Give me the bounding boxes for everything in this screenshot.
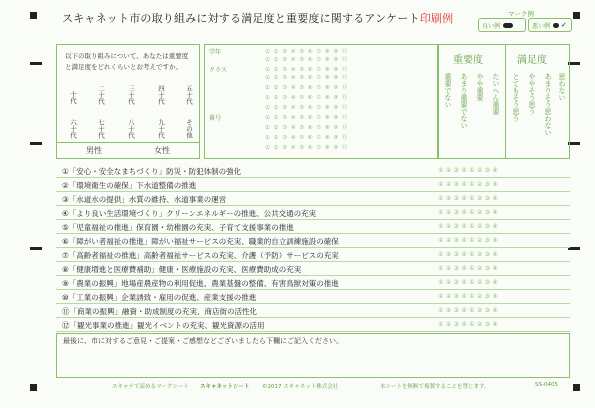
satisfaction-col: とてもそう思う xyxy=(512,73,520,122)
digit-row[interactable]: ①②③④⑤⑥⑦⑧⑨⓪ xyxy=(265,95,351,101)
answer-bubbles[interactable]: ①②③④①②③④ xyxy=(438,237,501,244)
bad-example xyxy=(528,18,572,32)
question-row: ④「より良い生活環境づくり」クリーンエネルギーの推進、公共交通の充実 ①②③④①②③④ xyxy=(56,207,570,220)
age-option[interactable]: 十代 xyxy=(69,91,77,104)
timing-mark-top-right xyxy=(573,12,580,19)
answer-bubbles[interactable]: ①②③④①②③④ xyxy=(438,167,501,174)
question-row: ⑥「障がい者福祉の推進」障がい福祉サービスの充実、職業的自立訓練施設の確保 ①②③④①②③④ xyxy=(56,235,570,248)
age-option[interactable]: 四十代 xyxy=(157,85,165,105)
question-row: ⑧「健康増進と医療費補助」健康・医療施設の充実、医療費助成の充実 ①②③④①②③④ xyxy=(56,263,570,276)
answer-bubbles[interactable]: ①②③④①②③④ xyxy=(438,209,501,216)
importance-col: たいへん重要 xyxy=(492,73,500,115)
check-mark-icon: ✓ xyxy=(561,21,567,29)
rating-header xyxy=(438,44,570,159)
free-comment-prompt: 最後に、市に対するご意見・ご提案・ご感想などございましたら下欄にご記入ください。 xyxy=(63,337,343,345)
footer-code: SS-0405 xyxy=(535,382,558,388)
question-row: ⑩「工業の振興」企業誘致・雇用の促進、産業支援の推進 ①②③④①②③④ xyxy=(56,291,570,304)
partial-mark-icon xyxy=(553,23,559,28)
importance-col: あまり重要でない xyxy=(460,73,468,129)
age-option[interactable]: 六十代 xyxy=(69,119,77,139)
digit-row[interactable]: ①②③④⑤⑥⑦⑧⑨⓪ xyxy=(265,57,351,63)
importance-col: やや重要 xyxy=(476,73,484,101)
answer-bubbles[interactable]: ①②③④①②③④ xyxy=(438,251,501,258)
digit-row[interactable]: ①②③④⑤⑥⑦⑧⑨⓪ xyxy=(265,67,351,73)
bad-example-label: 悪い例 xyxy=(532,22,551,30)
answer-bubbles[interactable]: ①②③④①②③④ xyxy=(438,195,501,202)
importance-col: 重要でない xyxy=(444,73,452,108)
answer-bubbles[interactable]: ①②③④①②③④ xyxy=(438,265,501,272)
age-option[interactable]: その他 xyxy=(185,119,193,139)
grade-label: 学年 xyxy=(209,49,222,56)
footer-left: スキャナで読めるマークシート xyxy=(112,384,190,390)
intro-text: 以下の取り組みについて、あなたは重要度 と満足度をどれくらいとお考えですか。 xyxy=(65,52,189,71)
answer-bubbles[interactable]: ①②③④①②③④ xyxy=(438,293,501,300)
age-option[interactable]: 八十代 xyxy=(127,119,135,139)
question-row: ①「安心・安全なまちづくり」防災・防犯体制の強化 ①②③④①②③④ xyxy=(56,165,570,178)
question-row: ⑦「高齢者福祉の推進」高齢者福祉サービスの充実、介護（予防）サービスの充実 ①②③④①②③④ xyxy=(56,249,570,262)
header-divider xyxy=(505,45,506,158)
digit-row[interactable]: ①②③④⑤⑥⑦⑧⑨⓪ xyxy=(265,145,351,151)
digit-row[interactable]: ①②③④⑤⑥⑦⑧⑨⓪ xyxy=(265,75,351,81)
timing-mark-left-1 xyxy=(30,62,42,65)
print-sample-tag: 印刷例 xyxy=(419,12,454,25)
answer-bubbles[interactable]: ①②③④①②③④ xyxy=(438,307,501,314)
id-grid xyxy=(204,44,438,159)
question-row: ⑪「商業の振興」融資・助成制度の充実、商店街の活性化 ①②③④①②③④ xyxy=(56,305,570,318)
answer-bubbles[interactable]: ①②③④①②③④ xyxy=(438,321,501,328)
mark-example-label: マーク例 xyxy=(508,10,534,18)
digit-row[interactable]: ①②③④⑤⑥⑦⑧⑨⓪ xyxy=(265,105,351,111)
question-row: ③「水道水の提供」水質の維持、水道事業の運営 ①②③④①②③④ xyxy=(56,193,570,206)
age-option[interactable]: 五十代 xyxy=(185,85,193,105)
question-row: ⑫「観光事業の推進」観光イベントの充実、観光資源の活用 ①②③④①②③④ xyxy=(56,319,570,332)
satisfaction-col: ややそう思う xyxy=(528,73,536,115)
timing-mark-top-left xyxy=(30,12,37,19)
gender-male[interactable]: 男性 xyxy=(86,146,102,155)
page-title xyxy=(62,10,453,26)
timing-mark-bottom-right xyxy=(573,384,580,391)
digit-row[interactable]: ①②③④⑤⑥⑦⑧⑨⓪ xyxy=(265,135,351,141)
class-label: クラス xyxy=(209,67,227,74)
age-option[interactable]: 七十代 xyxy=(97,119,105,139)
satisfaction-col: あまりそう思わない xyxy=(544,73,552,136)
digit-row[interactable]: ①②③④⑤⑥⑦⑧⑨⓪ xyxy=(265,85,351,91)
answer-bubbles[interactable]: ①②③④①②③④ xyxy=(438,279,501,286)
satisfaction-title: 満足度 xyxy=(517,55,547,66)
timing-mark-left-3 xyxy=(30,247,42,250)
timing-mark-left-2 xyxy=(30,142,42,145)
question-row: ②「環境衛生の確保」下水道整備の推進 ①②③④①②③④ xyxy=(56,179,570,192)
footer-brand: スキャネットシート xyxy=(200,384,250,390)
number-label: 番号 xyxy=(209,115,222,122)
digit-row[interactable]: ①②③④⑤⑥⑦⑧⑨⓪ xyxy=(265,125,351,131)
age-option[interactable]: 九十代 xyxy=(157,119,165,139)
age-option[interactable]: 三十代 xyxy=(127,85,135,105)
free-comment-box[interactable] xyxy=(56,333,570,378)
title-text: スキャネット市の取り組みに対する満足度と重要度に関するアンケート xyxy=(62,12,420,25)
timing-mark-bottom-left xyxy=(30,384,37,391)
answer-bubbles[interactable]: ①②③④①②③④ xyxy=(438,181,501,188)
importance-title: 重要度 xyxy=(453,55,483,66)
good-example-label: 良い例 xyxy=(482,22,501,30)
gender-female[interactable]: 女性 xyxy=(154,146,170,155)
satisfaction-col: 思わない xyxy=(558,73,566,101)
question-row: ⑨「農業の振興」地場産農産物の利用促進、農業基盤の整備、有害鳥獣対策の推進 ①②③④①②③④ xyxy=(56,277,570,290)
age-option[interactable]: 二十代 xyxy=(97,85,105,105)
digit-row[interactable]: ①②③④⑤⑥⑦⑧⑨⓪ xyxy=(265,115,351,121)
answer-bubbles[interactable]: ①②③④①②③④ xyxy=(438,223,501,230)
question-row: ⑤「児童福祉の推進」保育園・幼稚園の充実、子育て支援事業の推進 ①②③④①②③④ xyxy=(56,221,570,234)
gender-row xyxy=(56,142,200,159)
digit-row[interactable]: ①②③④⑤⑥⑦⑧⑨⓪ xyxy=(265,49,351,55)
filled-mark-icon xyxy=(503,23,513,28)
good-example xyxy=(478,18,526,32)
footer-copyright: ©2017 スキャネット株式会社 xyxy=(262,384,339,390)
footer-note: 本シートを無断で複製することを禁じます。 xyxy=(380,384,490,390)
